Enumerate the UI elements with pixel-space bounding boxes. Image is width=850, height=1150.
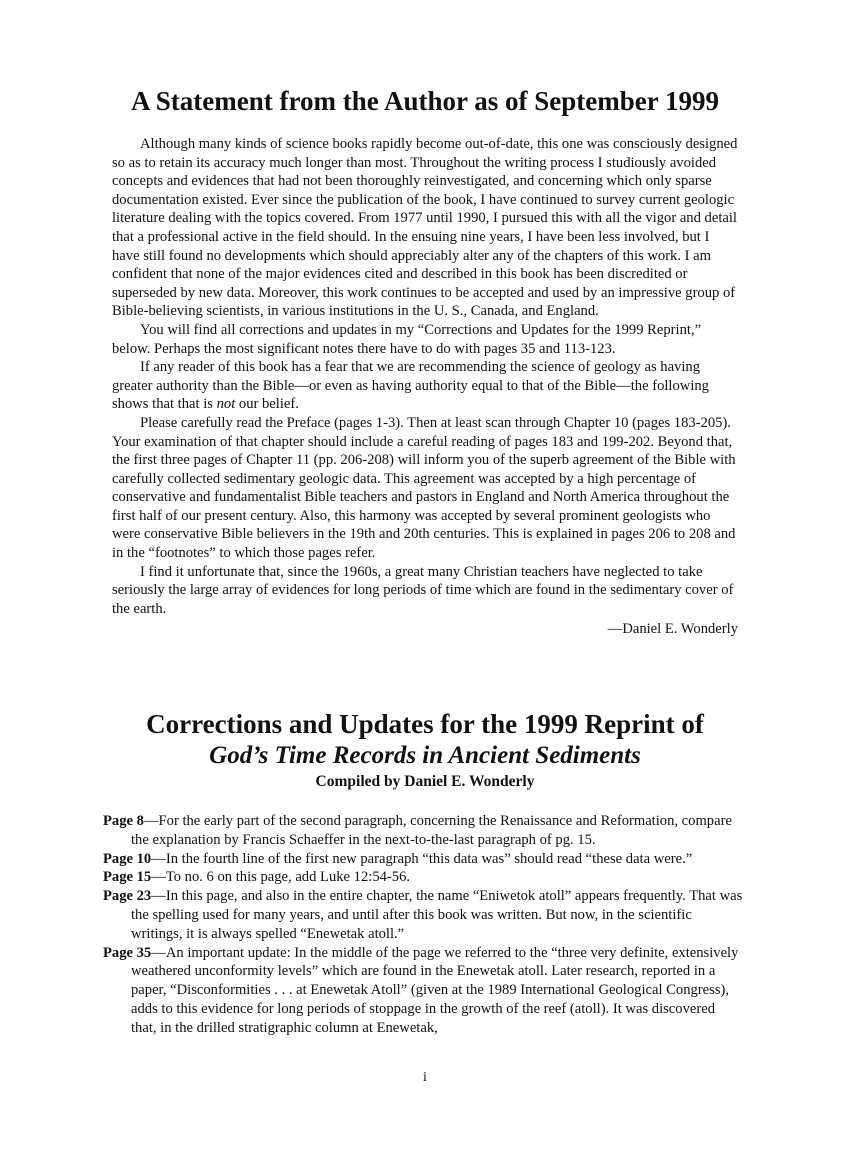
- correction-text: —An important update: In the middle of the page we referred to the “three very definite, extensively weathered unconformity levels” which are found in the Enewetak atoll. Later research, reported in a paper, “Disconformities . . . at Enewetak Atoll” (given at the 1989 International Geological Congress), adds to this evidence for long periods of stoppage in the growth of the reef (atoll). It was discovered that, in the drilled stratigraphic column at Enewetak,: [131, 944, 739, 1036]
- paragraph-3-start: If any reader of this book has a fear that we are recommending the science of geology as having greater authority than the Bible—or even as having authority equal to that of the Bible—the following shows that that is: [112, 359, 709, 413]
- correction-page-label: Page 10: [103, 850, 152, 867]
- correction-page-label: Page 15: [103, 869, 152, 886]
- emphasis-not: not: [216, 396, 236, 413]
- correction-text: —For the early part of the second paragraph, concerning the Renaissance and Reformation, compare the explanation by Francis Schaeffer in the next-to-the-last paragraph of pg. 15.: [131, 813, 732, 848]
- correction-page-label: Page 23: [103, 888, 152, 905]
- statement-paragraph-1: Although many kinds of science books rapidly become out-of-date, this one was consciously designed so as to retain its accuracy much longer than most. Throughout the writing process I studiously avoided concepts and evidences that had not been thoroughly reinvestigated, and concerning which only sparse documentation existed. Ever since the publication of the book, I have continued to survey current geologic literature dealing with the topics covered. From 1977 until 1990, I pursued this with all the vigor and detail that a professional active in the field should. In the ensuing nine years, I have been less involved, but I have still found no developments which should appreciably alter any of the chapters of this work. I am confident that none of the major evidences cited and described in this book has been discredited or superseded by new data. Moreover, this work continues to be accepted and used by an impressive group of Bible-believing scientists, in various institutions in the U. S., Canada, and England.: [112, 136, 738, 320]
- statement-paragraph-4: Please carefully read the Preface (pages 1-3). Then at least scan through Chapter 10 (pages 183-205). Your examination of that chapter should include a careful reading of pages 183 and 199-202. Beyond that, the first three pages of Chapter 11 (pp. 206-208) will inform you of the superb agreement of the Bible with carefully collected sedimentary geologic data. This agreement was accepted by a high percentage of conservative and fundamentalist Bible teachers and pastors in England and North America throughout the first half of our present century. Also, this harmony was accepted by several prominent geologists who were conservative Bible believers in the 19th and 20th centuries. This is explained in pages 206 to 208 and in the “footnotes” to which those pages refer.: [112, 414, 736, 562]
- paragraph-3-end: our belief.: [235, 396, 299, 413]
- statement-paragraph-2: You will find all corrections and updates in my “Corrections and Updates for the 1999 Reprint,” below. Perhaps the most significant notes there have to do with pages 35 and 113-123.: [112, 321, 702, 357]
- statement-title: A Statement from the Author as of September 1999: [131, 86, 719, 116]
- corrections-list: [103, 812, 743, 1038]
- corrections-title: Corrections and Updates for the 1999 Reprint of: [146, 709, 704, 739]
- correction-page-label: Page 8: [103, 813, 144, 829]
- correction-entry: [103, 812, 743, 850]
- page-number: i: [423, 1070, 427, 1085]
- correction-page-label: Page 35: [103, 944, 152, 961]
- statement-paragraph-3: [112, 358, 738, 414]
- book-title: God’s Time Records in Ancient Sediments: [209, 742, 641, 769]
- author-signature: —Daniel E. Wonderly: [607, 621, 738, 638]
- correction-text: —In this page, and also in the entire chapter, the name “Eniwetok atoll” appears frequently. That was the spelling used for many years, and until after this book was written. But now, in the scientific writings, it is always spelled “Enewetak atoll.”: [131, 888, 743, 942]
- statement-paragraph-5: I find it unfortunate that, since the 1960s, a great many Christian teachers have neglected to take seriously the large array of evidences for long periods of time which are found in the sedimentary cover of the earth.: [112, 563, 734, 617]
- correction-entry: [103, 944, 743, 1038]
- statement-body: [112, 135, 738, 639]
- correction-entry: [103, 868, 743, 887]
- correction-text: —To no. 6 on this page, add Luke 12:54-56.: [151, 869, 411, 886]
- correction-text: —In the fourth line of the first new paragraph “this data was” should read “these data were.”: [151, 850, 693, 867]
- correction-entry: [103, 850, 743, 869]
- correction-entry: [103, 887, 743, 943]
- compiled-by: Compiled by Daniel E. Wonderly: [315, 773, 535, 790]
